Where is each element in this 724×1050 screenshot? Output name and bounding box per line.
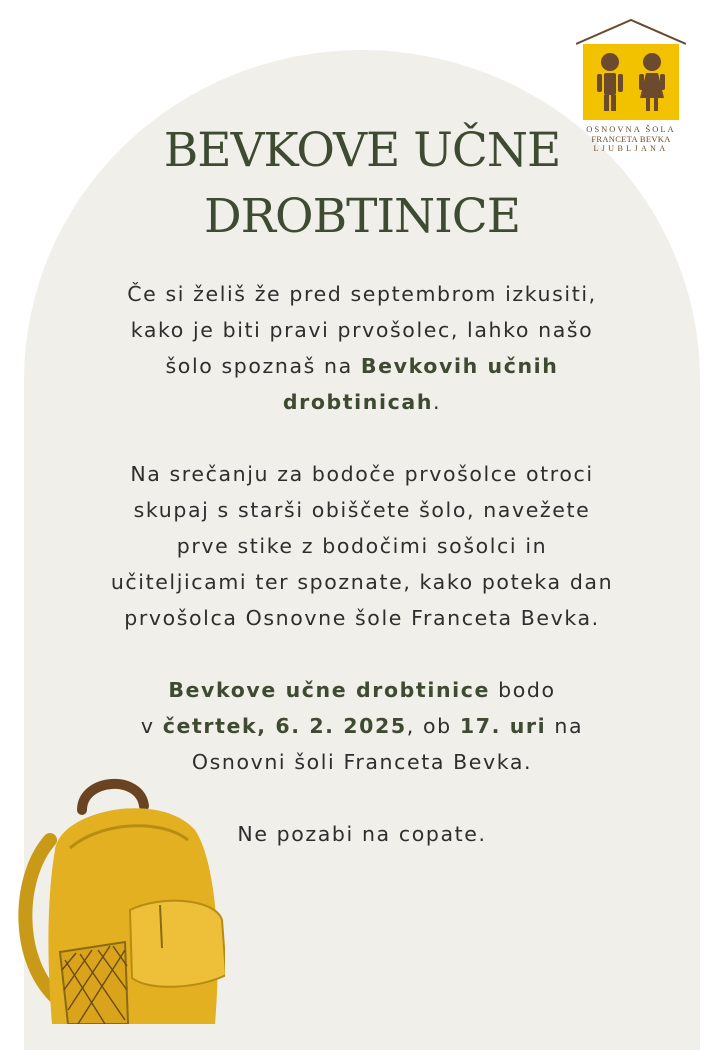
p2-line2: skupaj s starši obiščete šolo, navežete — [133, 498, 591, 522]
logo-text-line2: FRANCETA BEVKA — [591, 134, 671, 144]
p4-line1: Ne pozabi na copate. — [237, 822, 487, 846]
backpack-icon — [10, 770, 225, 1024]
p2-line3: prve stike z bodočimi sošolci in — [176, 534, 548, 558]
p1-line3-text: šolo spoznaš na — [165, 354, 361, 378]
p1-line3 — [40, 348, 684, 384]
logo-text-line3: LJUBLJANA — [593, 144, 669, 153]
p1-line3-bold: Bevkovih učnih — [360, 354, 559, 378]
p2-line4: učiteljicami ter spoznate, kako poteka dan — [110, 570, 614, 594]
p3-line2 — [40, 708, 684, 744]
p1-line4 — [40, 384, 684, 420]
p3-line2-text-a: v — [140, 714, 163, 738]
p2-line1: Na srečanju za bodoče prvošolce otroci — [130, 462, 594, 486]
title-line2: DROBTINICE — [203, 189, 521, 244]
p2-line5: prvošolca Osnovne šole Franceta Bevka. — [124, 606, 600, 630]
p3-line1-text: bodo — [490, 678, 556, 702]
p1-line4-text: . — [433, 390, 442, 414]
p1-line1: Če si želiš že pred septembrom izkusiti, — [127, 282, 597, 306]
body-text — [40, 276, 684, 852]
p3-line3: Osnovni šoli Franceta Bevka. — [191, 750, 533, 774]
title-line1: BEVKOVE UČNE — [163, 123, 561, 178]
backpack-illustration — [10, 770, 225, 1024]
p3-line2-text-e: na — [546, 714, 584, 738]
page-title — [100, 118, 624, 250]
p3-line2-text-c: , ob — [406, 714, 460, 738]
p3-line1 — [40, 672, 684, 708]
p3-line2-date: četrtek, 6. 2. 2025 — [162, 714, 407, 738]
house-logo-icon — [576, 18, 686, 124]
p1-line4-bold: drobtinicah — [282, 390, 434, 414]
p3-line1-bold: Bevkove učne drobtinice — [168, 678, 491, 702]
p3-line2-time: 17. uri — [459, 714, 547, 738]
p1-line2: kako je biti pravi prvošolec, lahko našo — [130, 318, 594, 342]
logo-text-line1: OSNOVNA ŠOLA — [586, 124, 676, 134]
